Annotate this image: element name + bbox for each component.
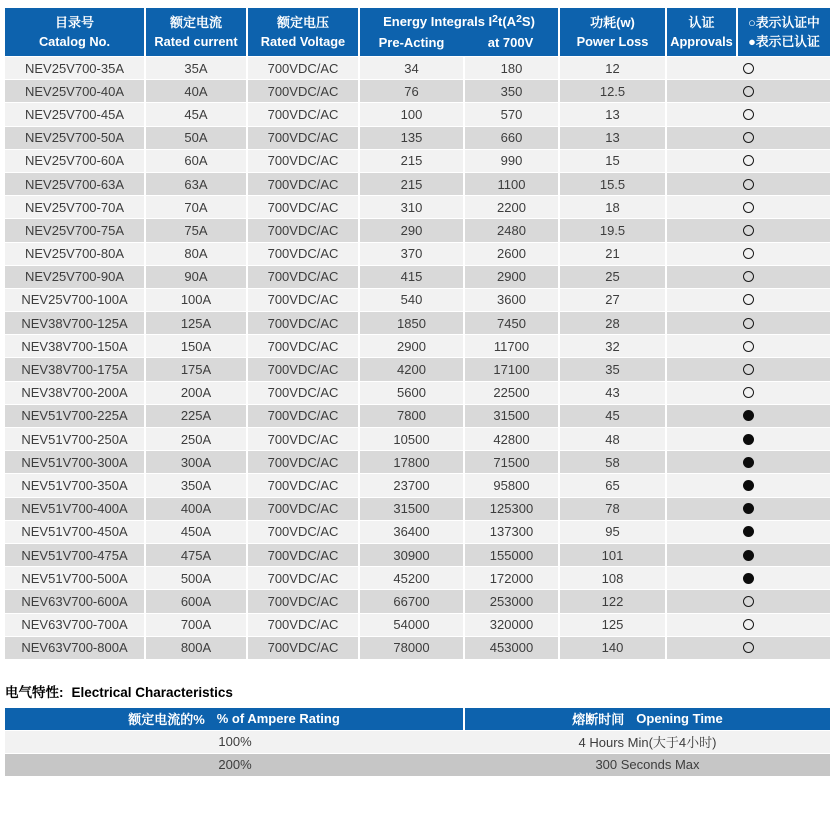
pending-open-circle-icon <box>743 387 754 398</box>
power-loss-cell: 13 <box>560 103 667 125</box>
power-loss-cell: 65 <box>560 474 667 496</box>
table-row <box>5 428 830 451</box>
rated-voltage-cell: 700VDC/AC <box>248 312 360 334</box>
power-loss-cell: 25 <box>560 266 667 288</box>
pending-open-circle-icon <box>743 155 754 166</box>
main-table-body <box>5 57 830 660</box>
pending-open-circle-icon <box>743 225 754 236</box>
certified-filled-circle-icon <box>743 480 754 491</box>
rated-voltage-cell: 700VDC/AC <box>248 451 360 473</box>
rated-current-cell: 800A <box>146 637 248 659</box>
at-700v-cell: 350 <box>465 80 560 102</box>
power-loss-cell: 108 <box>560 567 667 589</box>
table-row <box>5 335 830 358</box>
rated-voltage-cell: 700VDC/AC <box>248 289 360 311</box>
power-loss-cell: 95 <box>560 521 667 543</box>
at-700v-cell: 570 <box>465 103 560 125</box>
table-row <box>5 614 830 637</box>
catalog-no-cell: NEV51V700-450A <box>5 521 146 543</box>
energy-integrals-title: Energy Integrals $I^2t(A^2S)$ <box>383 13 535 29</box>
section-title <box>5 681 830 701</box>
approval-status-cell <box>667 335 830 357</box>
approval-status-cell <box>667 614 830 636</box>
catalog-no-cell: NEV38V700-125A <box>5 312 146 334</box>
table-row <box>5 590 830 613</box>
pre-acting-cell: 1850 <box>360 312 465 334</box>
rated-voltage-cell: 700VDC/AC <box>248 80 360 102</box>
pending-open-circle-icon <box>743 364 754 375</box>
at-700v-cell: 42800 <box>465 428 560 450</box>
rated-current-cell: 250A <box>146 428 248 450</box>
at-700v-cell: 320000 <box>465 614 560 636</box>
at-700v-cell: 172000 <box>465 567 560 589</box>
catalog-no-cell: NEV25V700-75A <box>5 219 146 241</box>
power-loss-cell: 140 <box>560 637 667 659</box>
catalog-no-cell: NEV25V700-60A <box>5 150 146 172</box>
pending-open-circle-icon <box>743 318 754 329</box>
rated-voltage-cell: 700VDC/AC <box>248 103 360 125</box>
pending-open-circle-icon <box>743 248 754 259</box>
pre-acting-cell: 66700 <box>360 590 465 612</box>
header-catalog-en: Catalog No. <box>38 34 111 49</box>
pending-open-circle-icon <box>743 179 754 190</box>
catalog-no-cell: NEV51V700-400A <box>5 498 146 520</box>
table-row <box>5 451 830 474</box>
pending-open-circle-icon <box>743 341 754 352</box>
certified-filled-circle-icon <box>743 457 754 468</box>
certified-filled-circle-icon <box>743 526 754 537</box>
pending-open-circle-icon <box>743 63 754 74</box>
rated-voltage-cell: 700VDC/AC <box>248 219 360 241</box>
rated-voltage-cell: 700VDC/AC <box>248 567 360 589</box>
rated-voltage-cell: 700VDC/AC <box>248 57 360 79</box>
pre-acting-cell: 10500 <box>360 428 465 450</box>
table-row <box>5 219 830 242</box>
power-loss-cell: 122 <box>560 590 667 612</box>
catalog-no-cell: NEV25V700-90A <box>5 266 146 288</box>
approval-status-cell <box>667 428 830 450</box>
rated-current-cell: 60A <box>146 150 248 172</box>
header-voltage-zh: 额定电压 <box>276 15 329 30</box>
section-title-zh: 电气特性: <box>5 684 64 700</box>
approval-status-cell <box>667 544 830 566</box>
at-700v-cell: 3600 <box>465 289 560 311</box>
table-row <box>5 173 830 196</box>
table-row <box>5 405 830 428</box>
pending-open-circle-icon <box>743 596 754 607</box>
approval-status-cell <box>667 266 830 288</box>
power-loss-cell: 12.5 <box>560 80 667 102</box>
header-approvals <box>667 8 738 56</box>
catalog-no-cell: NEV51V700-350A <box>5 474 146 496</box>
percent-rating-cell: 200% <box>218 757 252 773</box>
approval-status-cell <box>667 590 830 612</box>
catalog-no-cell: NEV63V700-600A <box>5 590 146 612</box>
catalog-no-cell: NEV38V700-175A <box>5 358 146 380</box>
pre-acting-cell: 215 <box>360 150 465 172</box>
pre-acting-cell: 5600 <box>360 382 465 404</box>
table-row <box>5 243 830 266</box>
power-loss-cell: 12 <box>560 57 667 79</box>
at-700v-cell: 22500 <box>465 382 560 404</box>
header-power-loss <box>560 8 667 56</box>
rated-current-cell: 40A <box>146 80 248 102</box>
rated-current-cell: 350A <box>146 474 248 496</box>
table-row <box>5 103 830 126</box>
header-opening-time <box>465 708 830 730</box>
header-approvals-en: Approvals <box>670 34 733 49</box>
pre-acting-cell: 30900 <box>360 544 465 566</box>
rated-current-cell: 225A <box>146 405 248 427</box>
pending-open-circle-icon <box>743 294 754 305</box>
at-700v-cell: 660 <box>465 127 560 149</box>
catalog-no-cell: NEV38V700-200A <box>5 382 146 404</box>
power-loss-cell: 28 <box>560 312 667 334</box>
electrical-characteristics-header <box>5 708 830 731</box>
approval-status-cell <box>667 57 830 79</box>
electrical-characteristics-table <box>5 708 830 777</box>
power-loss-cell: 125 <box>560 614 667 636</box>
rated-current-cell: 450A <box>146 521 248 543</box>
at-700v-cell: 11700 <box>465 335 560 357</box>
header-catalog-zh: 目录号 <box>54 15 94 30</box>
header-at-700v: at 700V <box>487 35 534 50</box>
bottom-table-body <box>5 731 830 777</box>
catalog-no-cell: NEV51V700-225A <box>5 405 146 427</box>
header-ampere-rating-en: % of Ampere Rating <box>216 711 340 727</box>
table-row <box>5 80 830 103</box>
power-loss-cell: 35 <box>560 358 667 380</box>
pre-acting-cell: 100 <box>360 103 465 125</box>
catalog-no-cell: NEV25V700-70A <box>5 196 146 218</box>
section-title-en: Electrical Characteristics <box>71 684 233 700</box>
table-row <box>5 731 830 754</box>
power-loss-cell: 19.5 <box>560 219 667 241</box>
header-approvals-zh: 认证 <box>688 15 715 30</box>
rated-voltage-cell: 700VDC/AC <box>248 173 360 195</box>
approval-status-cell <box>667 521 830 543</box>
header-rated-voltage <box>248 8 360 56</box>
approval-status-cell <box>667 243 830 265</box>
table-row <box>5 196 830 219</box>
opening-time-cell: 4 Hours Min(大于4小时) <box>578 735 717 751</box>
pre-acting-cell: 76 <box>360 80 465 102</box>
catalog-no-cell: NEV25V700-35A <box>5 57 146 79</box>
rated-voltage-cell: 700VDC/AC <box>248 335 360 357</box>
header-current-zh: 额定电流 <box>169 15 222 30</box>
power-loss-cell: 27 <box>560 289 667 311</box>
power-loss-cell: 18 <box>560 196 667 218</box>
certified-filled-circle-icon <box>743 573 754 584</box>
pre-acting-cell: 540 <box>360 289 465 311</box>
at-700v-cell: 2480 <box>465 219 560 241</box>
header-power-en: Power Loss <box>576 34 649 49</box>
rated-voltage-cell: 700VDC/AC <box>248 637 360 659</box>
pre-acting-cell: 2900 <box>360 335 465 357</box>
rated-voltage-cell: 700VDC/AC <box>248 127 360 149</box>
at-700v-cell: 17100 <box>465 358 560 380</box>
percent-rating-cell: 100% <box>218 734 252 750</box>
catalog-no-cell: NEV25V700-100A <box>5 289 146 311</box>
legend-certified-line: ●表示已认证 <box>748 34 820 49</box>
rated-current-cell: 200A <box>146 382 248 404</box>
approval-status-cell <box>667 173 830 195</box>
power-loss-cell: 32 <box>560 335 667 357</box>
table-row <box>5 312 830 335</box>
certified-filled-circle-icon <box>743 410 754 421</box>
power-loss-cell: 13 <box>560 127 667 149</box>
table-row <box>5 266 830 289</box>
pre-acting-cell: 23700 <box>360 474 465 496</box>
approval-status-cell <box>667 289 830 311</box>
rated-current-cell: 500A <box>146 567 248 589</box>
power-loss-cell: 78 <box>560 498 667 520</box>
at-700v-cell: 155000 <box>465 544 560 566</box>
pre-acting-cell: 17800 <box>360 451 465 473</box>
pre-acting-cell: 45200 <box>360 567 465 589</box>
at-700v-cell: 95800 <box>465 474 560 496</box>
pre-acting-cell: 7800 <box>360 405 465 427</box>
pre-acting-cell: 135 <box>360 127 465 149</box>
rated-current-cell: 600A <box>146 590 248 612</box>
catalog-no-cell: NEV51V700-500A <box>5 567 146 589</box>
power-loss-cell: 21 <box>560 243 667 265</box>
at-700v-cell: 180 <box>465 57 560 79</box>
pending-open-circle-icon <box>743 642 754 653</box>
rated-current-cell: 300A <box>146 451 248 473</box>
catalog-no-cell: NEV51V700-475A <box>5 544 146 566</box>
approval-status-cell <box>667 80 830 102</box>
approval-status-cell <box>667 103 830 125</box>
catalog-no-cell: NEV63V700-700A <box>5 614 146 636</box>
catalog-no-cell: NEV25V700-45A <box>5 103 146 125</box>
rated-current-cell: 70A <box>146 196 248 218</box>
catalog-no-cell: NEV25V700-50A <box>5 127 146 149</box>
header-ampere-rating-zh: 额定电流的% <box>128 712 205 728</box>
opening-time-cell: 300 Seconds Max <box>595 757 700 773</box>
approval-status-cell <box>667 358 830 380</box>
at-700v-cell: 137300 <box>465 521 560 543</box>
rated-current-cell: 90A <box>146 266 248 288</box>
approval-status-cell <box>667 150 830 172</box>
power-loss-cell: 45 <box>560 405 667 427</box>
approval-status-cell <box>667 567 830 589</box>
table-row <box>5 474 830 497</box>
approval-status-cell <box>667 498 830 520</box>
power-loss-cell: 15 <box>560 150 667 172</box>
approval-status-cell <box>667 382 830 404</box>
header-power-zh: 功耗(w) <box>590 15 635 30</box>
rated-current-cell: 400A <box>146 498 248 520</box>
approval-status-cell <box>667 637 830 659</box>
at-700v-cell: 2900 <box>465 266 560 288</box>
at-700v-cell: 2200 <box>465 196 560 218</box>
pending-open-circle-icon <box>743 271 754 282</box>
rated-voltage-cell: 700VDC/AC <box>248 590 360 612</box>
rated-voltage-cell: 700VDC/AC <box>248 428 360 450</box>
at-700v-cell: 1100 <box>465 173 560 195</box>
at-700v-cell: 31500 <box>465 405 560 427</box>
pending-open-circle-icon <box>743 109 754 120</box>
rated-current-cell: 45A <box>146 103 248 125</box>
header-opening-time-zh: 熔断时间 <box>572 712 625 728</box>
power-loss-cell: 15.5 <box>560 173 667 195</box>
catalog-no-cell: NEV51V700-300A <box>5 451 146 473</box>
rated-current-cell: 175A <box>146 358 248 380</box>
table-row <box>5 544 830 567</box>
pending-open-circle-icon <box>743 132 754 143</box>
pending-open-circle-icon <box>743 202 754 213</box>
fuse-spec-table <box>5 8 830 660</box>
rated-current-cell: 50A <box>146 127 248 149</box>
rated-current-cell: 80A <box>146 243 248 265</box>
at-700v-cell: 253000 <box>465 590 560 612</box>
table-row <box>5 637 830 660</box>
pre-acting-cell: 31500 <box>360 498 465 520</box>
table-row <box>5 754 830 777</box>
table-row <box>5 57 830 80</box>
rated-current-cell: 63A <box>146 173 248 195</box>
header-current-en: Rated current <box>154 34 238 49</box>
table-row <box>5 127 830 150</box>
certified-filled-circle-icon <box>743 503 754 514</box>
header-approval-legend <box>738 8 830 56</box>
pending-open-circle-icon <box>743 86 754 97</box>
power-loss-cell: 58 <box>560 451 667 473</box>
power-loss-cell: 43 <box>560 382 667 404</box>
approval-status-cell <box>667 219 830 241</box>
at-700v-cell: 125300 <box>465 498 560 520</box>
pre-acting-cell: 78000 <box>360 637 465 659</box>
certified-filled-circle-icon <box>743 434 754 445</box>
table-row <box>5 521 830 544</box>
energy-sub-headers <box>360 33 558 52</box>
table-row <box>5 498 830 521</box>
rated-voltage-cell: 700VDC/AC <box>248 521 360 543</box>
rated-voltage-cell: 700VDC/AC <box>248 474 360 496</box>
table-row <box>5 289 830 312</box>
table-row <box>5 382 830 405</box>
approval-status-cell <box>667 196 830 218</box>
pre-acting-cell: 4200 <box>360 358 465 380</box>
header-ampere-rating <box>5 708 465 730</box>
rated-current-cell: 125A <box>146 312 248 334</box>
rated-current-cell: 475A <box>146 544 248 566</box>
header-catalog-no <box>5 8 146 56</box>
at-700v-cell: 990 <box>465 150 560 172</box>
table-row <box>5 567 830 590</box>
rated-voltage-cell: 700VDC/AC <box>248 358 360 380</box>
rated-voltage-cell: 700VDC/AC <box>248 196 360 218</box>
rated-current-cell: 700A <box>146 614 248 636</box>
pre-acting-cell: 415 <box>360 266 465 288</box>
rated-voltage-cell: 700VDC/AC <box>248 498 360 520</box>
approval-status-cell <box>667 312 830 334</box>
table-row <box>5 358 830 381</box>
power-loss-cell: 101 <box>560 544 667 566</box>
rated-voltage-cell: 700VDC/AC <box>248 243 360 265</box>
rated-voltage-cell: 700VDC/AC <box>248 614 360 636</box>
at-700v-cell: 2600 <box>465 243 560 265</box>
pre-acting-cell: 36400 <box>360 521 465 543</box>
pre-acting-cell: 310 <box>360 196 465 218</box>
catalog-no-cell: NEV25V700-80A <box>5 243 146 265</box>
pre-acting-cell: 290 <box>360 219 465 241</box>
rated-voltage-cell: 700VDC/AC <box>248 544 360 566</box>
fuse-spec-table-header <box>5 8 830 57</box>
pre-acting-cell: 215 <box>360 173 465 195</box>
header-rated-current <box>146 8 248 56</box>
approval-status-cell <box>667 127 830 149</box>
rated-current-cell: 35A <box>146 57 248 79</box>
rated-voltage-cell: 700VDC/AC <box>248 266 360 288</box>
catalog-no-cell: NEV63V700-800A <box>5 637 146 659</box>
rated-current-cell: 150A <box>146 335 248 357</box>
rated-voltage-cell: 700VDC/AC <box>248 382 360 404</box>
table-row <box>5 150 830 173</box>
legend-pending-line: ○表示认证中 <box>748 15 820 30</box>
header-energy-integrals <box>360 8 560 56</box>
approval-status-cell <box>667 474 830 496</box>
catalog-no-cell: NEV38V700-150A <box>5 335 146 357</box>
pending-open-circle-icon <box>743 619 754 630</box>
header-pre-acting: Pre-Acting <box>378 35 445 50</box>
at-700v-cell: 453000 <box>465 637 560 659</box>
power-loss-cell: 48 <box>560 428 667 450</box>
at-700v-cell: 71500 <box>465 451 560 473</box>
rated-voltage-cell: 700VDC/AC <box>248 150 360 172</box>
pre-acting-cell: 34 <box>360 57 465 79</box>
pre-acting-cell: 54000 <box>360 614 465 636</box>
header-voltage-en: Rated Voltage <box>260 34 346 49</box>
approval-status-cell <box>667 405 830 427</box>
rated-current-cell: 100A <box>146 289 248 311</box>
rated-current-cell: 75A <box>146 219 248 241</box>
pre-acting-cell: 370 <box>360 243 465 265</box>
approval-status-cell <box>667 451 830 473</box>
at-700v-cell: 7450 <box>465 312 560 334</box>
catalog-no-cell: NEV51V700-250A <box>5 428 146 450</box>
catalog-no-cell: NEV25V700-40A <box>5 80 146 102</box>
catalog-no-cell: NEV25V700-63A <box>5 173 146 195</box>
header-opening-time-en: Opening Time <box>636 711 723 727</box>
rated-voltage-cell: 700VDC/AC <box>248 405 360 427</box>
certified-filled-circle-icon <box>743 550 754 561</box>
